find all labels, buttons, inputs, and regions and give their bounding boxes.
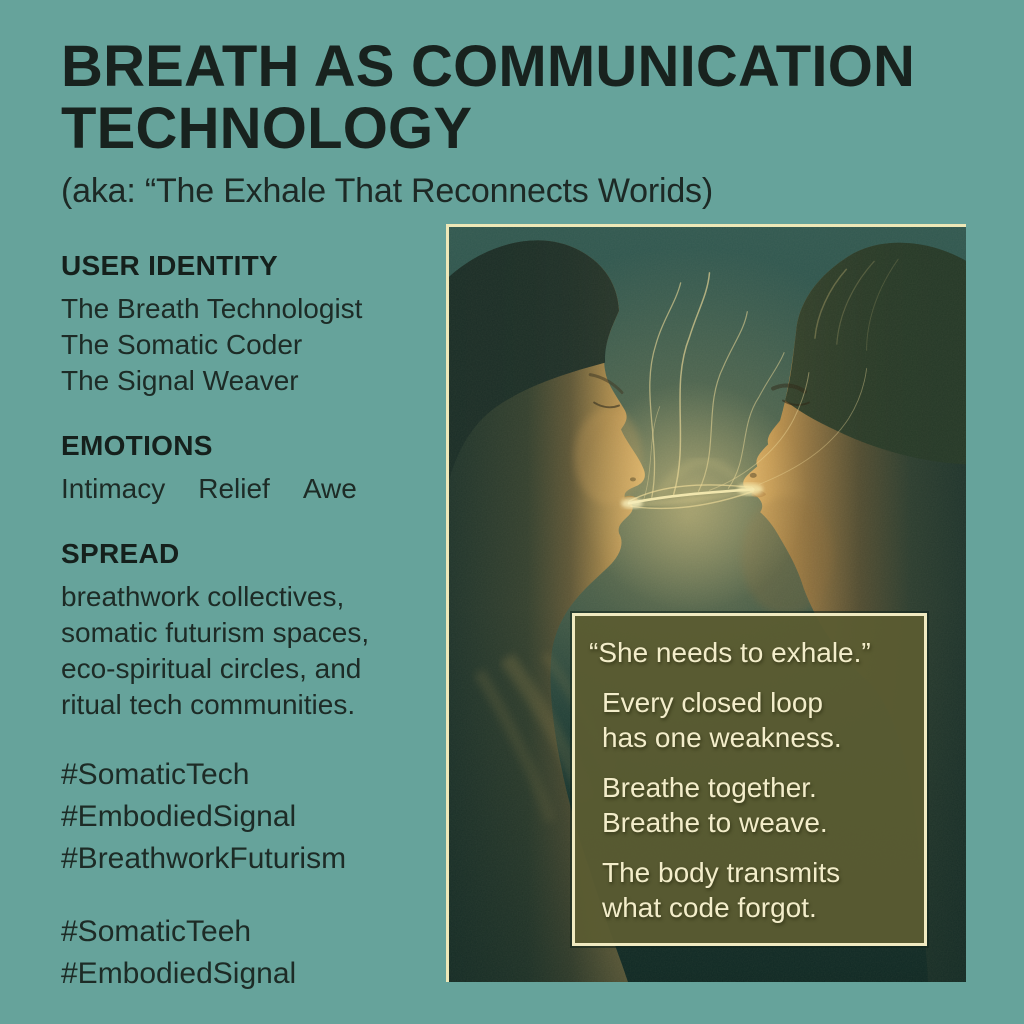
info-column xyxy=(61,250,439,995)
spread-line: eco-spiritual circles, and xyxy=(61,653,362,684)
user-identity-heading: USER IDENTITY xyxy=(61,250,279,281)
photo-panel xyxy=(446,224,966,982)
hashtag: #SomaticTeeh xyxy=(61,915,252,948)
quote-line: The body transmits xyxy=(602,857,841,888)
poster-title xyxy=(61,36,991,160)
spread-line: somatic futurism spaces, xyxy=(61,617,370,648)
quote-line: has one weakness. xyxy=(602,722,842,753)
hashtag: #EmbodiedSignal xyxy=(61,800,297,833)
spread-heading: SPREAD xyxy=(61,538,180,569)
spread-line: breathwork collectives, xyxy=(61,581,345,612)
user-identity-item: The Somatic Coder xyxy=(61,329,303,360)
header xyxy=(61,36,991,211)
quote-line: Breathe to weave. xyxy=(602,807,828,838)
user-identity-item: The Signal Weaver xyxy=(61,365,299,396)
quote-paragraph xyxy=(602,685,904,755)
emotion-item: Awe xyxy=(302,473,357,504)
section-spread xyxy=(61,538,439,723)
quote-line: “She needs to exhale.” xyxy=(589,637,871,668)
section-user-identity xyxy=(61,250,439,399)
hashtag-group-secondary xyxy=(61,911,439,995)
quote-line: Breathe together. xyxy=(602,772,817,803)
spread-line: ritual tech communities. xyxy=(61,689,356,720)
hashtag: #SomaticTech xyxy=(61,758,250,791)
poster-title-line1: BREATH AS COMMUNICATION xyxy=(61,34,916,99)
emotion-item: Intimacy xyxy=(61,473,166,504)
poster-title-line2: TECHNOLOGY xyxy=(61,96,473,162)
section-emotions xyxy=(61,430,439,507)
quote-line: what code forgot. xyxy=(602,892,817,923)
user-identity-item: The Breath Technologist xyxy=(61,293,363,324)
emotions-heading: EMOTIONS xyxy=(61,430,213,461)
hashtag: #BreathworkFuturism xyxy=(61,842,347,875)
hashtag: #EmbodiedSignal xyxy=(61,957,297,990)
quote-paragraph xyxy=(602,770,904,840)
emotion-item: Relief xyxy=(198,473,270,504)
poster-subtitle: (aka: “The Exhale That Reconnects Worids) xyxy=(61,172,713,211)
quote-paragraph xyxy=(602,855,904,925)
quote-paragraph xyxy=(589,635,904,670)
quote-line: Every closed loop xyxy=(602,687,824,718)
hashtag-group-primary xyxy=(61,754,439,880)
emotions-row xyxy=(61,471,439,507)
quote-overlay-box xyxy=(572,613,927,946)
